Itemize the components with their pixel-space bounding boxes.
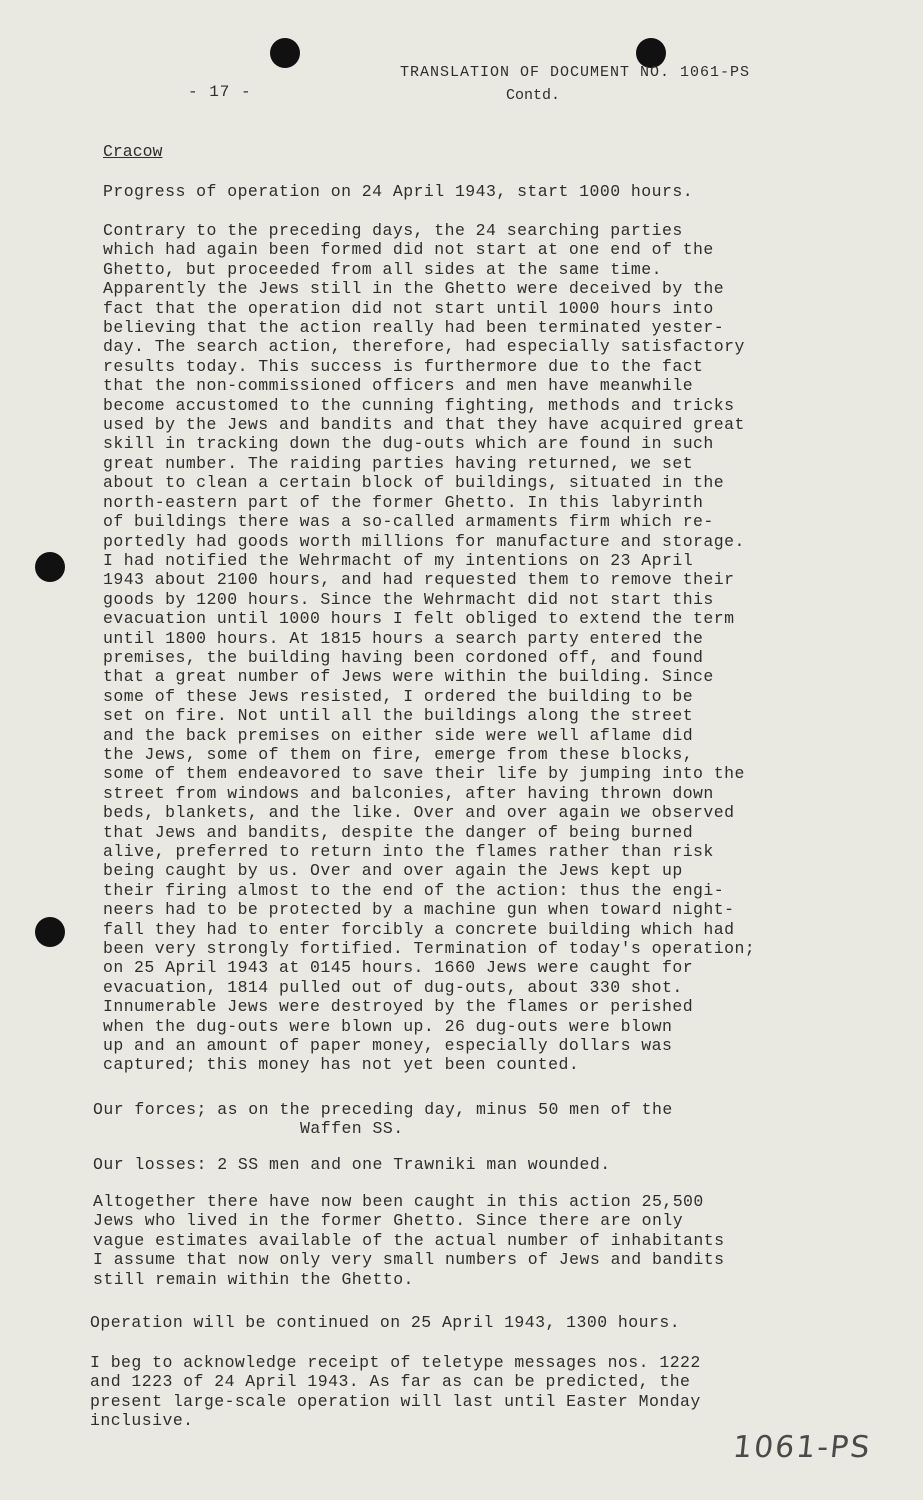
- section-heading: Cracow: [103, 142, 163, 161]
- punch-hole-left-lower: [35, 917, 65, 947]
- handwritten-document-number: 1061-PS: [731, 1430, 874, 1465]
- document-title: TRANSLATION OF DOCUMENT NO. 1061-PS: [400, 64, 751, 81]
- paragraph-losses: Our losses: 2 SS men and one Trawniki man wounded.: [93, 1155, 611, 1174]
- punch-hole-top-left: [270, 38, 300, 68]
- paragraph-progress: Progress of operation on 24 April 1943, start 1000 hours.: [103, 182, 694, 201]
- punch-hole-left-upper: [35, 552, 65, 582]
- paragraph-forces: Our forces; as on the preceding day, minus 50 men of the Waffen SS.: [93, 1100, 673, 1139]
- paragraph-continuation: Operation will be continued on 25 April 1943, 1300 hours.: [90, 1313, 681, 1332]
- continued-label: Contd.: [506, 87, 561, 104]
- paragraph-main-report: Contrary to the preceding days, the 24 searching parties which had again been formed did not start at one end of the Ghetto, but proceeded from all sides at the same time. Apparently the Jews still in the Ghetto were deceived by the fact that the operation did not start until 1000 hours into believing that the action really had been terminated yester- day. The search action, therefore, had especially satisfactory results today. This success is furthermore due to the fact that the non-commissioned officers and men have meanwhile become accustomed to the cunning fighting, methods and tricks used by the Jews and bandits and that they have acquired great skill in tracking down the dug-outs which are found in such great number. The raiding parties having returned, we set about to clean a certain block of buildings, situated in the north-eastern part of the former Ghetto. In this labyrinth of buildings there was a so-called armaments firm which re- portedly had goods worth millions for manufacture and storage. I had notified the Wehrmacht of my intentions on 23 April 1943 about 2100 hours, and had requested them to remove their goods by 1200 hours. Since the Wehrmacht did not start this evacuation until 1000 hours I felt obliged to extend the term until 1800 hours. At 1815 hours a search party entered the premises, the building having been cordoned off, and found that a great number of Jews were within the building. Since some of these Jews resisted, I ordered the building to be set on fire. Not until all the buildings along the street and the back premises on either side were well aflame did the Jews, some of them on fire, emerge from these blocks, some of them endeavored to save their life by jumping into the street from windows and balconies, after having thrown down beds, blankets, and the like. Over and over again we observed that Jews and bandits, despite the danger of being burned alive, preferred to return into the flames rather than risk being caught by us. Over and over again the Jews kept up their firing almost to the end of the action: thus the engi- neers had to be protected by a machine gun when toward night- fall they had to enter forcibly a concrete building which had been very strongly fortified. Termination of today's operation; on 25 April 1943 at 0145 hours. 1660 Jews were caught for evacuation, 1814 pulled out of dug-outs, about 330 shot. Innumerable Jews were destroyed by the flames or perished when the dug-outs were blown up. 26 dug-outs were blown up and an amount of paper money, especially dollars was captured; this money has not yet been counted.: [103, 221, 756, 1075]
- paragraph-acknowledgement: I beg to acknowledge receipt of teletype messages nos. 1222 and 1223 of 24 April 1943. As far as can be predicted, the present large-scale operation will last until Easter Monday inclusive.: [90, 1353, 701, 1431]
- page-number: - 17 -: [188, 83, 252, 101]
- paragraph-totals: Altogether there have now been caught in this action 25,500 Jews who lived in the former Ghetto. Since there are only vague estimates available of the actual number of inhabitants I assume that now only very small numbers of Jews and bandits still remain within the Ghetto.: [93, 1192, 725, 1289]
